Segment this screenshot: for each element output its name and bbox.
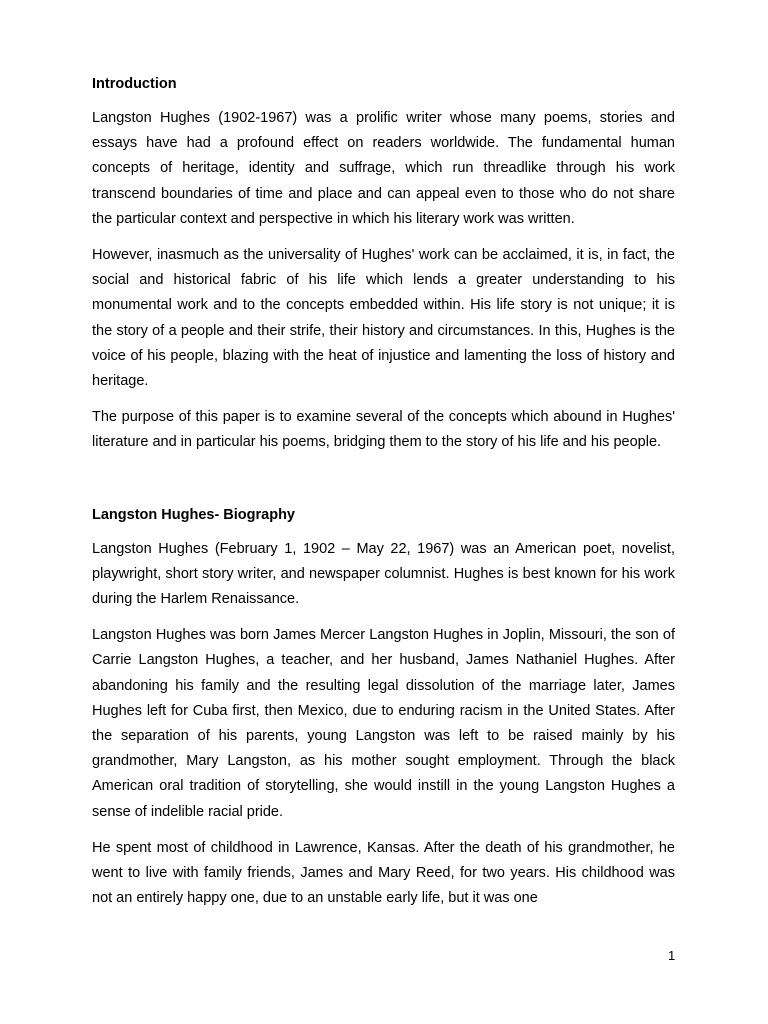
document-body (92, 74, 675, 922)
section-spacer (92, 467, 675, 505)
biography-paragraph-2: Langston Hughes was born James Mercer Langston Hughes in Joplin, Missouri, the son of Carrie Langston Hughes, a teacher, and her husband, James Nathaniel Hughes. After abandoning his family and the resulting legal dissolution of the marriage later, James Hughes left for Cuba first, then Mexico, due to enduring racism in the United States. After the separation of his parents, young Langston was left to be raised mainly by his grandmother, Mary Langston, as his mother sought employment. Through the black American oral tradition of storytelling, she would instill in the young Langston Hughes a sense of indelible racial pride. (92, 627, 675, 820)
introduction-paragraph-3: The purpose of this paper is to examine several of the concepts which abound in Hughes' literature and in particular his poems, bridging them to the story of his life and his people. (92, 409, 675, 451)
biography-heading: Langston Hughes- Biography (92, 506, 295, 523)
biography-paragraph-3: He spent most of childhood in Lawrence, Kansas. After the death of his grandmother, he went to live with family friends, James and Mary Reed, for two years. His childhood was not an entirely happy one, due to an unstable early life, but it was one (92, 839, 675, 907)
biography-paragraph-1: Langston Hughes (February 1, 1902 – May 22, 1967) was an American poet, novelist, playwright, short story writer, and newspaper columnist. Hughes is best known for his work during the Harlem Renaissance. (92, 540, 675, 608)
introduction-paragraph-2: However, inasmuch as the universality of Hughes' work can be acclaimed, it is, in fact, the social and historical fabric of his life which lends a greater understanding to his monumental work and to the concepts embedded within. His life story is not unique; it is the story of a people and their strife, their history and circumstances. In this, Hughes is the voice of his people, blazing with the heat of injustice and lamenting the loss of history and heritage. (92, 247, 675, 390)
page-number: 1 (668, 948, 676, 963)
introduction-paragraph-1: Langston Hughes (1902-1967) was a prolific writer whose many poems, stories and essays have had a profound effect on readers worldwide. The fundamental human concepts of heritage, identity and suffrage, which run threadlike through his work transcend boundaries of time and place and can appeal even to those who do not share the particular context and perspective in which his literary work was written. (92, 110, 675, 227)
introduction-heading: Introduction (92, 76, 177, 92)
